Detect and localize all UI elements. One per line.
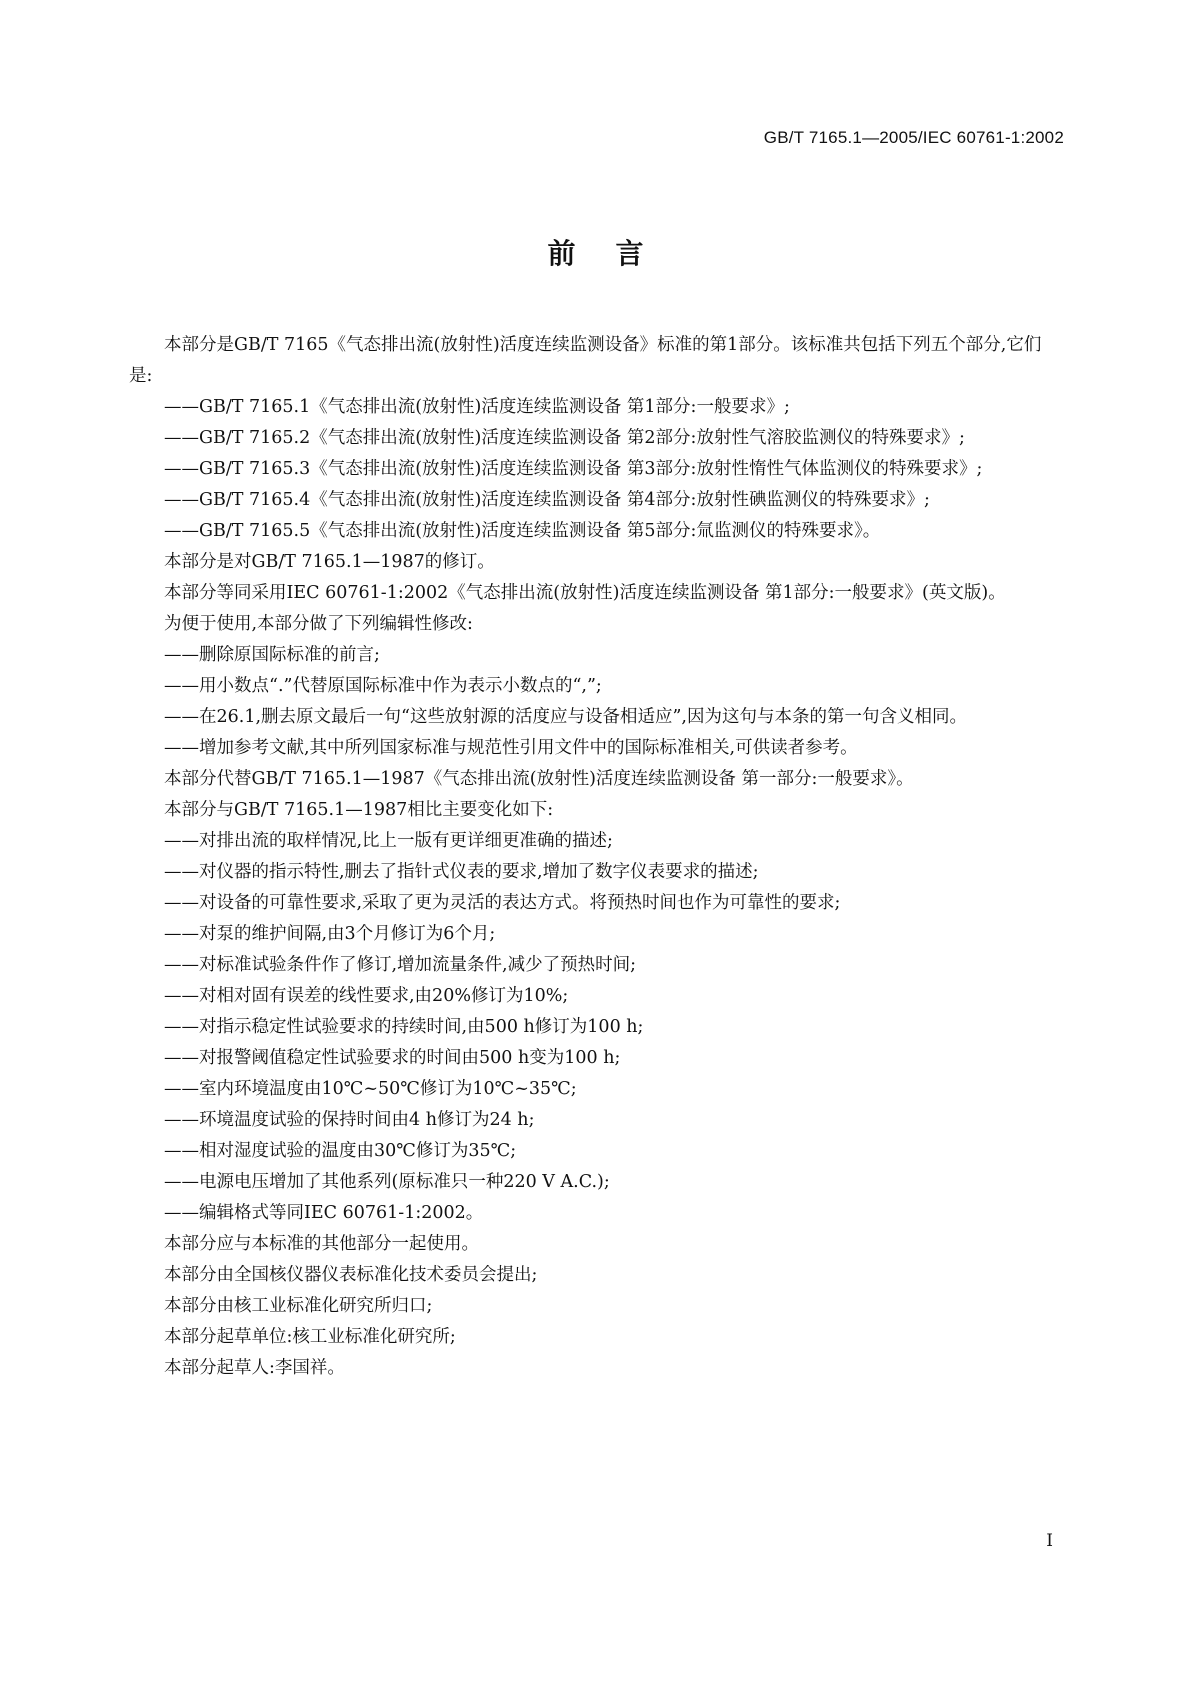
- page-number: I: [1046, 1531, 1053, 1551]
- list-item: ——相对湿度试验的温度由30℃修订为35℃;: [164, 1141, 517, 1161]
- standard-code: GB/T 7165.1—2005/IEC 60761-1:2002: [763, 128, 1064, 147]
- list-item: ——GB/T 7165.2《气态排出流(放射性)活度连续监测设备 第2部分:放射性气溶胶监测仪的特殊要求》;: [164, 428, 965, 448]
- paragraph: 本部分等同采用IEC 60761-1:2002《气态排出流(放射性)活度连续监测设备 第1部分:一般要求》(英文版)。: [164, 583, 1006, 603]
- list-item: ——对指示稳定性试验要求的持续时间,由500 h修订为100 h;: [164, 1017, 644, 1037]
- paragraph: 本部分由核工业标准化研究所归口;: [164, 1296, 433, 1316]
- list-item: ——室内环境温度由10℃~50℃修订为10℃~35℃;: [164, 1079, 577, 1099]
- list-item: ——GB/T 7165.4《气态排出流(放射性)活度连续监测设备 第4部分:放射性碘监测仪的特殊要求》;: [164, 490, 930, 510]
- list-item: ——对泵的维护间隔,由3个月修订为6个月;: [164, 924, 496, 944]
- paragraph: 本部分是对GB/T 7165.1—1987的修订。: [164, 552, 495, 572]
- list-item: ——对仪器的指示特性,删去了指针式仪表的要求,增加了数字仪表要求的描述;: [164, 862, 759, 882]
- list-item: ——对排出流的取样情况,比上一版有更详细更准确的描述;: [164, 831, 613, 851]
- list-item: ——电源电压增加了其他系列(原标准只一种220 V A.C.);: [164, 1172, 610, 1192]
- paragraph: 本部分是GB/T 7165《气态排出流(放射性)活度连续监测设备》标准的第1部分。该标准共包括下列五个部分,它们是:: [129, 335, 1042, 386]
- paragraph: 本部分由全国核仪器仪表标准化技术委员会提出;: [164, 1265, 538, 1285]
- document-body: [129, 330, 1063, 1384]
- list-item: ——GB/T 7165.5《气态排出流(放射性)活度连续监测设备 第5部分:氚监测仪的特殊要求》。: [164, 521, 881, 541]
- list-item: ——对标准试验条件作了修订,增加流量条件,减少了预热时间;: [164, 955, 637, 975]
- paragraph: 本部分代替GB/T 7165.1—1987《气态排出流(放射性)活度连续监测设备 第一部分:一般要求》。: [164, 769, 914, 789]
- paragraph: 本部分与GB/T 7165.1—1987相比主要变化如下:: [164, 800, 554, 820]
- list-item: ——用小数点“.”代替原国际标准中作为表示小数点的“,”;: [164, 676, 602, 696]
- list-item: ——环境温度试验的保持时间由4 h修订为24 h;: [164, 1110, 535, 1130]
- list-item: ——对相对固有误差的线性要求,由20%修订为10%;: [164, 986, 569, 1006]
- list-item: ——GB/T 7165.1《气态排出流(放射性)活度连续监测设备 第1部分:一般要求》;: [164, 397, 790, 417]
- list-item: ——编辑格式等同IEC 60761-1:2002。: [164, 1203, 484, 1223]
- list-item: ——对报警阈值稳定性试验要求的时间由500 h变为100 h;: [164, 1048, 621, 1068]
- list-item: ——对设备的可靠性要求,采取了更为灵活的表达方式。将预热时间也作为可靠性的要求;: [164, 893, 841, 913]
- page-title: 前言: [547, 237, 684, 270]
- paragraph: 本部分起草单位:核工业标准化研究所;: [164, 1327, 456, 1347]
- paragraph: 为便于使用,本部分做了下列编辑性修改:: [164, 614, 473, 634]
- paragraph: 本部分应与本标准的其他部分一起使用。: [164, 1234, 479, 1254]
- list-item: ——增加参考文献,其中所列国家标准与规范性引用文件中的国际标准相关,可供读者参考。: [164, 738, 858, 758]
- list-item: ——在26.1,删去原文最后一句“这些放射源的活度应与设备相适应”,因为这句与本条的第一句含义相同。: [164, 707, 967, 727]
- list-item: ——GB/T 7165.3《气态排出流(放射性)活度连续监测设备 第3部分:放射性惰性气体监测仪的特殊要求》;: [164, 459, 983, 479]
- list-item: ——删除原国际标准的前言;: [164, 645, 380, 665]
- paragraph: 本部分起草人:李国祥。: [164, 1358, 345, 1378]
